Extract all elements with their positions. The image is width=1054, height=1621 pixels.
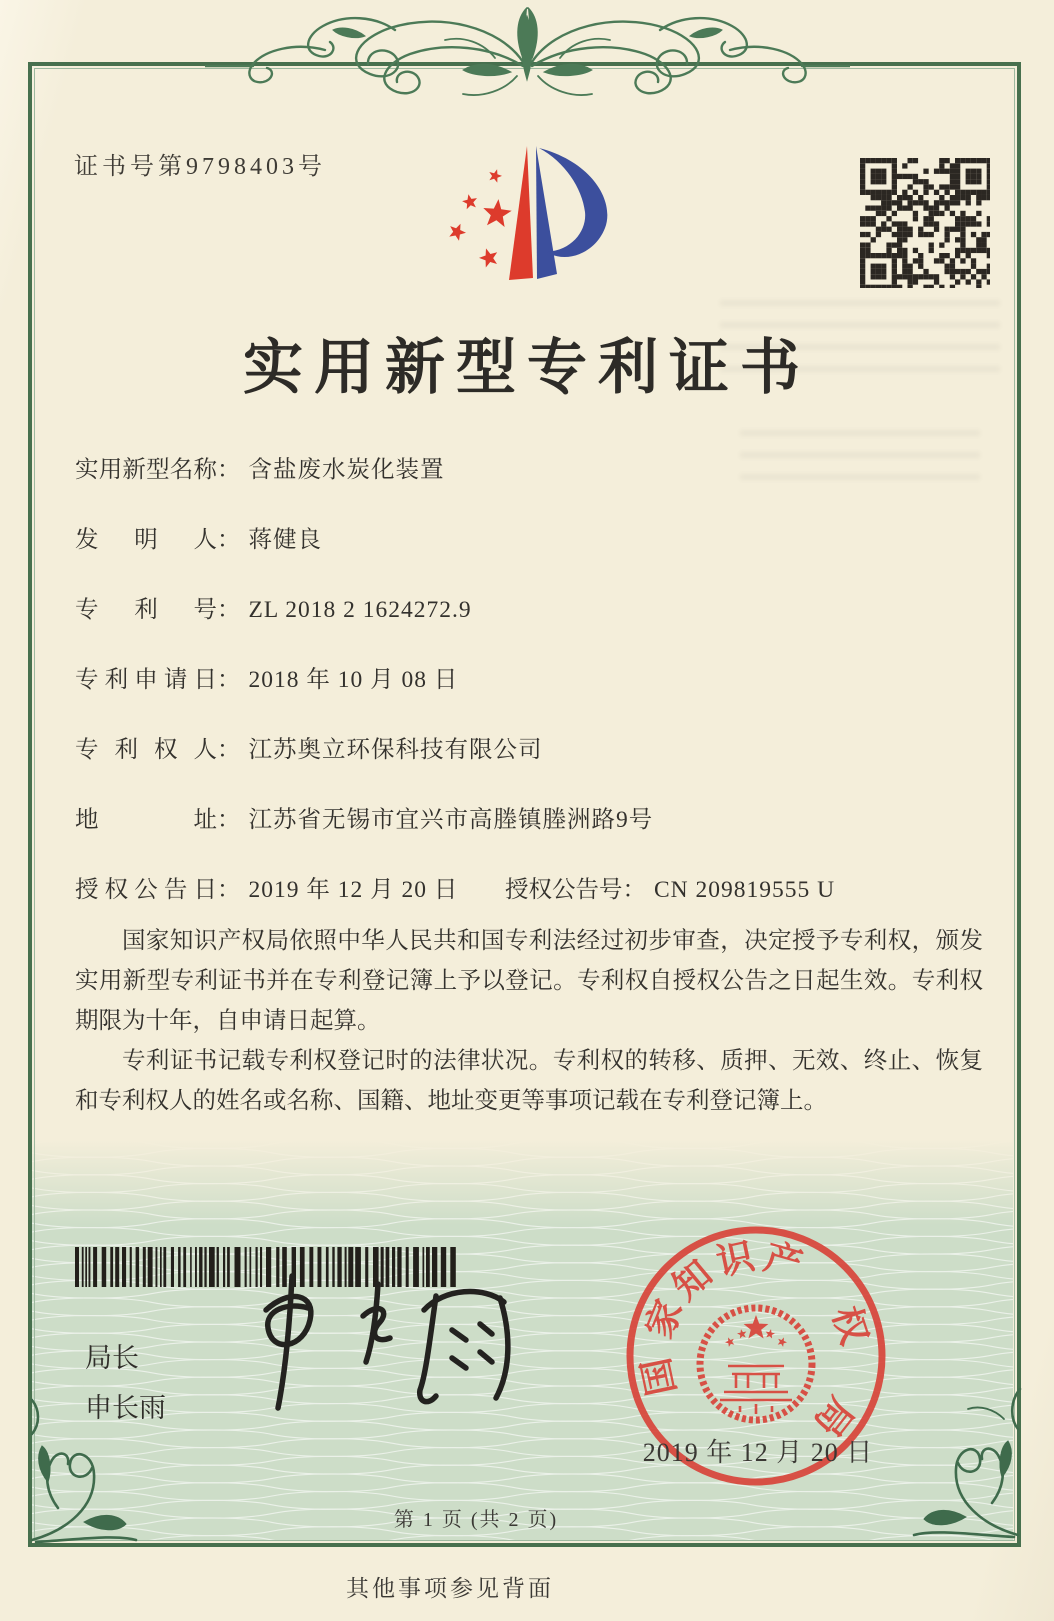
back-side-note: 其他事项参见背面 (346, 1576, 554, 1601)
field-value-grant-number: CN 209819555 U (654, 877, 836, 903)
field-value-inventor: 蒋健良 (248, 527, 322, 553)
field-label: 专利号 (75, 597, 217, 623)
field-label: 实用新型名称 (75, 457, 217, 483)
field-row (75, 800, 985, 870)
field-label: 授权公告日 (75, 877, 217, 903)
band-fade (32, 1140, 1013, 1225)
field-colon: ： (217, 667, 241, 693)
svg-text:知: 知 (665, 1253, 721, 1309)
page-number: 第 1 页 (共 2 页) (393, 1509, 559, 1531)
cnipa-logo-icon (415, 130, 635, 295)
field-label: 专利申请日 (75, 667, 217, 693)
svg-text:权: 权 (823, 1301, 875, 1350)
field-label: 专利权人 (75, 737, 217, 763)
svg-text:局: 局 (805, 1389, 861, 1444)
certificate-number: 证书号第9798403号 (74, 154, 326, 180)
field-value-address: 江苏省无锡市宜兴市高塍镇塍洲路9号 (248, 807, 654, 833)
svg-text:识: 识 (713, 1236, 758, 1284)
field-value-utility-model-name: 含盐废水炭化装置 (248, 457, 445, 483)
legal-paragraph-1: 国家知识产权局依照中华人民共和国专利法经过初步审查，决定授予专利权，颁发实用新型专利证书并在专利登记簿上予以登记。专利权自授权公告之日起生效。专利权期限为十年，自申请日起算。 (75, 928, 983, 1034)
field-label: 授权公告号 (505, 877, 623, 903)
field-row (75, 590, 985, 660)
issuer-name: 申长雨 (85, 1393, 166, 1423)
issuer-title: 局长 (85, 1343, 139, 1373)
field-label: 地址 (75, 807, 217, 833)
field-value-patent-number: ZL 2018 2 1624272.9 (248, 597, 472, 623)
field-row (75, 730, 985, 800)
field-colon: ： (217, 877, 241, 903)
certificate-title: 实用新型专利证书 (243, 335, 811, 401)
field-colon: ： (217, 457, 241, 483)
field-row (75, 520, 985, 590)
top-border-ornament-icon (205, 2, 850, 112)
shen-changyu-signature-icon (228, 1258, 528, 1423)
field-colon: ： (217, 527, 241, 553)
field-value-grant-date: 2019 年 12 月 20 日 (248, 877, 459, 903)
field-row (75, 450, 985, 520)
field-row (75, 660, 985, 730)
certificate-fields (75, 450, 985, 940)
seal-date: 2019 年 12 月 20 日 (642, 1438, 874, 1467)
legal-paragraph-2: 专利证书记载专利权登记时的法律状况。专利权的转移、质押、无效、终止、恢复和专利权人的姓名或名称、国籍、地址变更等事项记载在专利登记簿上。 (75, 1048, 983, 1114)
field-colon: ： (622, 877, 646, 903)
field-value-filing-date: 2018 年 10 月 08 日 (248, 667, 459, 693)
qr-code-icon (858, 156, 990, 288)
field-value-patentee: 江苏奥立环保科技有限公司 (248, 737, 543, 763)
svg-text:国: 国 (636, 1354, 684, 1399)
field-colon: ： (217, 597, 241, 623)
field-label: 发明人 (75, 527, 217, 553)
field-colon: ： (217, 807, 241, 833)
legal-text (75, 921, 983, 1121)
svg-text:家: 家 (639, 1294, 692, 1345)
field-colon: ： (217, 737, 241, 763)
svg-text:产: 产 (759, 1236, 807, 1287)
